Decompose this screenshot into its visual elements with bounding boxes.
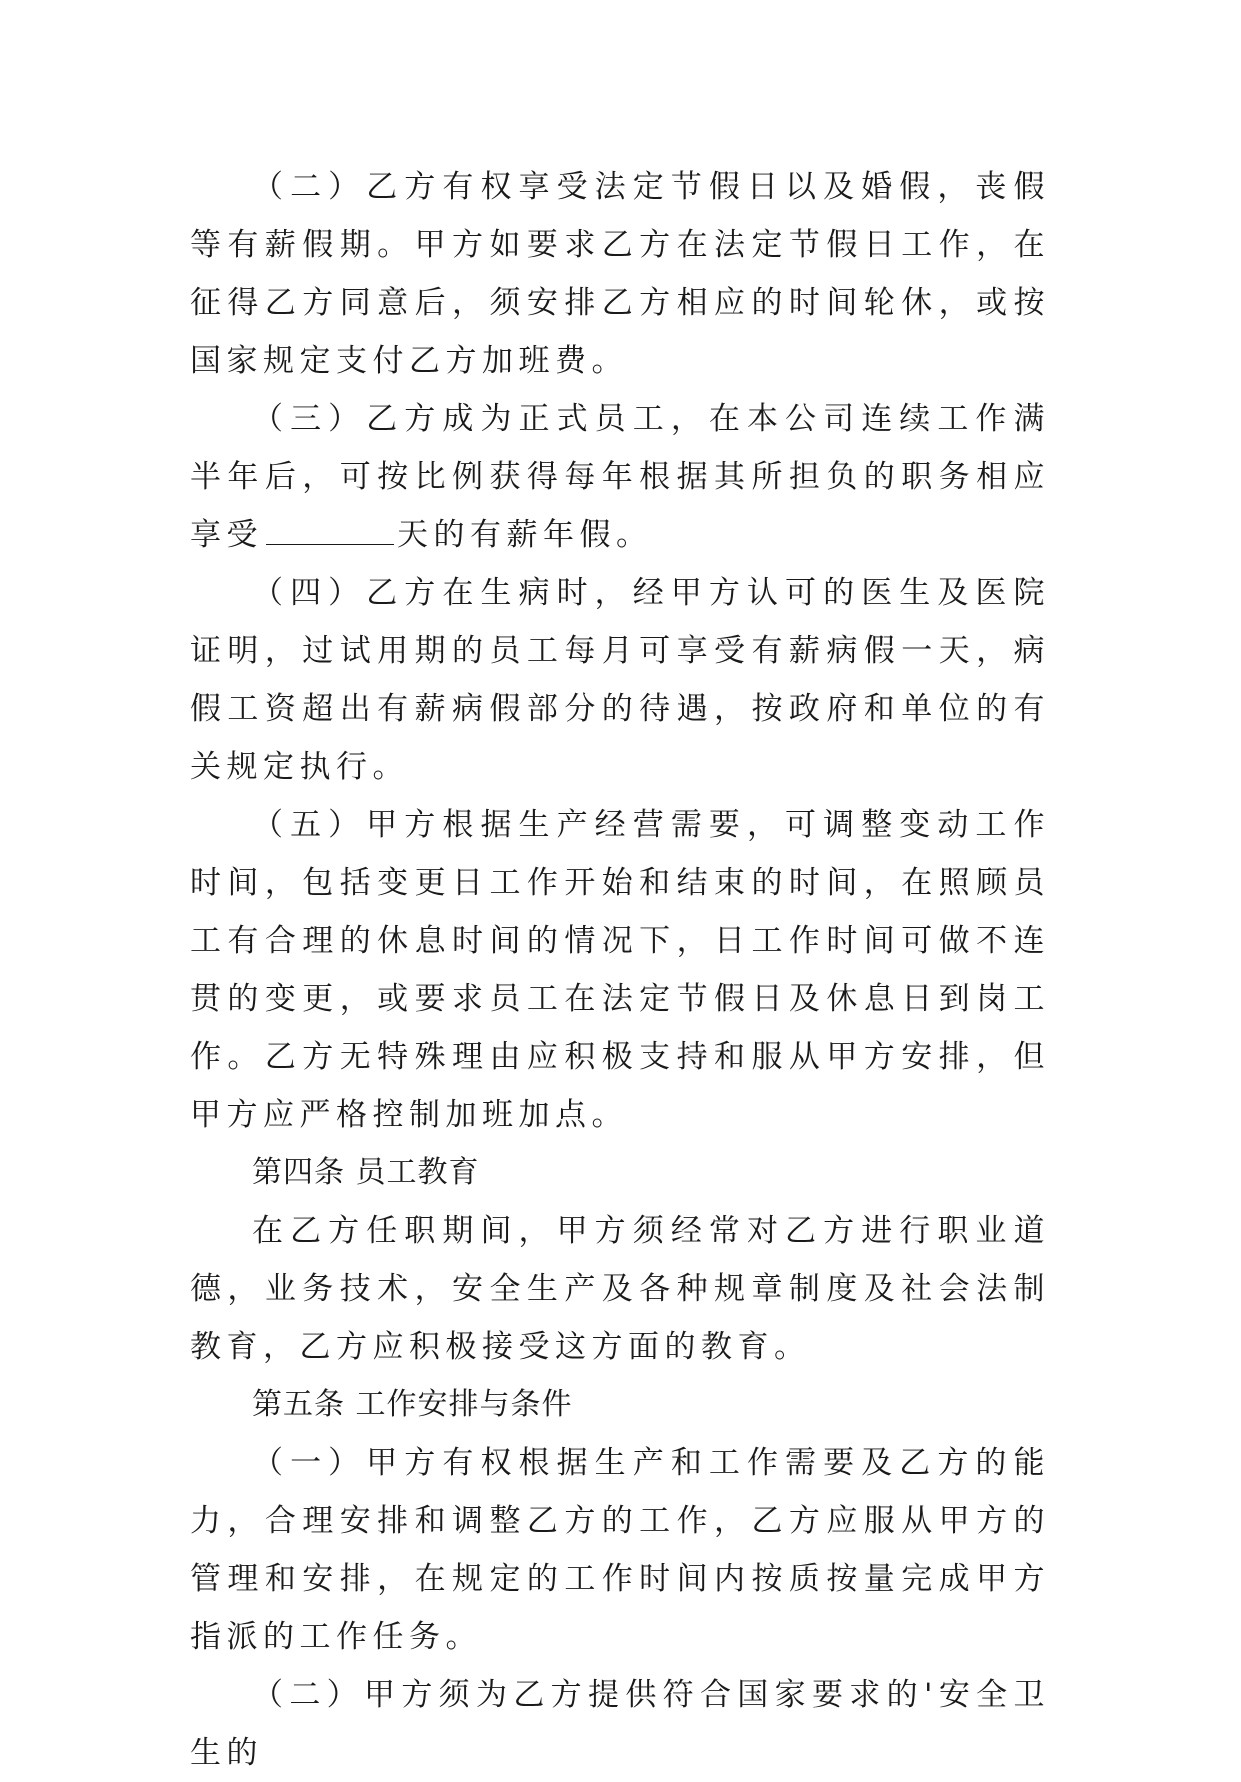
document-body: [190, 158, 1050, 1782]
paragraph-education: 在乙方任职期间，甲方须经常对乙方进行职业道德，业务技术，安全生产及各种规章制度及社会法制教育，乙方应积极接受这方面的教育。: [190, 1213, 1050, 1365]
paragraph-sick-leave: （四）乙方在生病时，经甲方认可的医生及医院证明，过试用期的员工每月可享受有薪病假一天，病假工资超出有薪病假部分的待遇，按政府和单位的有关规定执行。: [190, 575, 1050, 785]
fill-in-blank-line: [266, 518, 394, 545]
paragraph-work-time: （五）甲方根据生产经营需要，可调整变动工作时间，包括变更日工作开始和结束的时间，在照顾员工有合理的休息时间的情况下，日工作时间可做不连贯的变更，或要求员工在法定节假日及休息日到岗工作。乙方无特殊理由应积极支持和服从甲方安排，但甲方应严格控制加班加点。: [190, 807, 1050, 1133]
paragraph-conditions: （二）甲方须为乙方提供符合国家要求的'安全卫生的: [190, 1677, 1050, 1771]
paragraph-annual-leave: [190, 390, 1050, 564]
article-4-heading: 第四条 员工教育: [252, 1155, 480, 1190]
annual-leave-text-after: 天的有薪年假。: [397, 517, 653, 553]
paragraph-arrangement: （一）甲方有权根据生产和工作需要及乙方的能力，合理安排和调整乙方的工作，乙方应服从甲方的管理和安排，在规定的工作时间内按质按量完成甲方指派的工作任务。: [190, 1445, 1050, 1655]
annual-leave-text-before: （三）乙方成为正式员工，在本公司连续工作满半年后，可按比例获得每年根据其所担负的职务相应享受: [190, 401, 1050, 553]
paragraph-holidays: （二）乙方有权享受法定节假日以及婚假，丧假等有薪假期。甲方如要求乙方在法定节假日工作，在征得乙方同意后，须安排乙方相应的时间轮休，或按国家规定支付乙方加班费。: [190, 169, 1050, 379]
article-5-heading: 第五条 工作安排与条件: [252, 1387, 573, 1422]
